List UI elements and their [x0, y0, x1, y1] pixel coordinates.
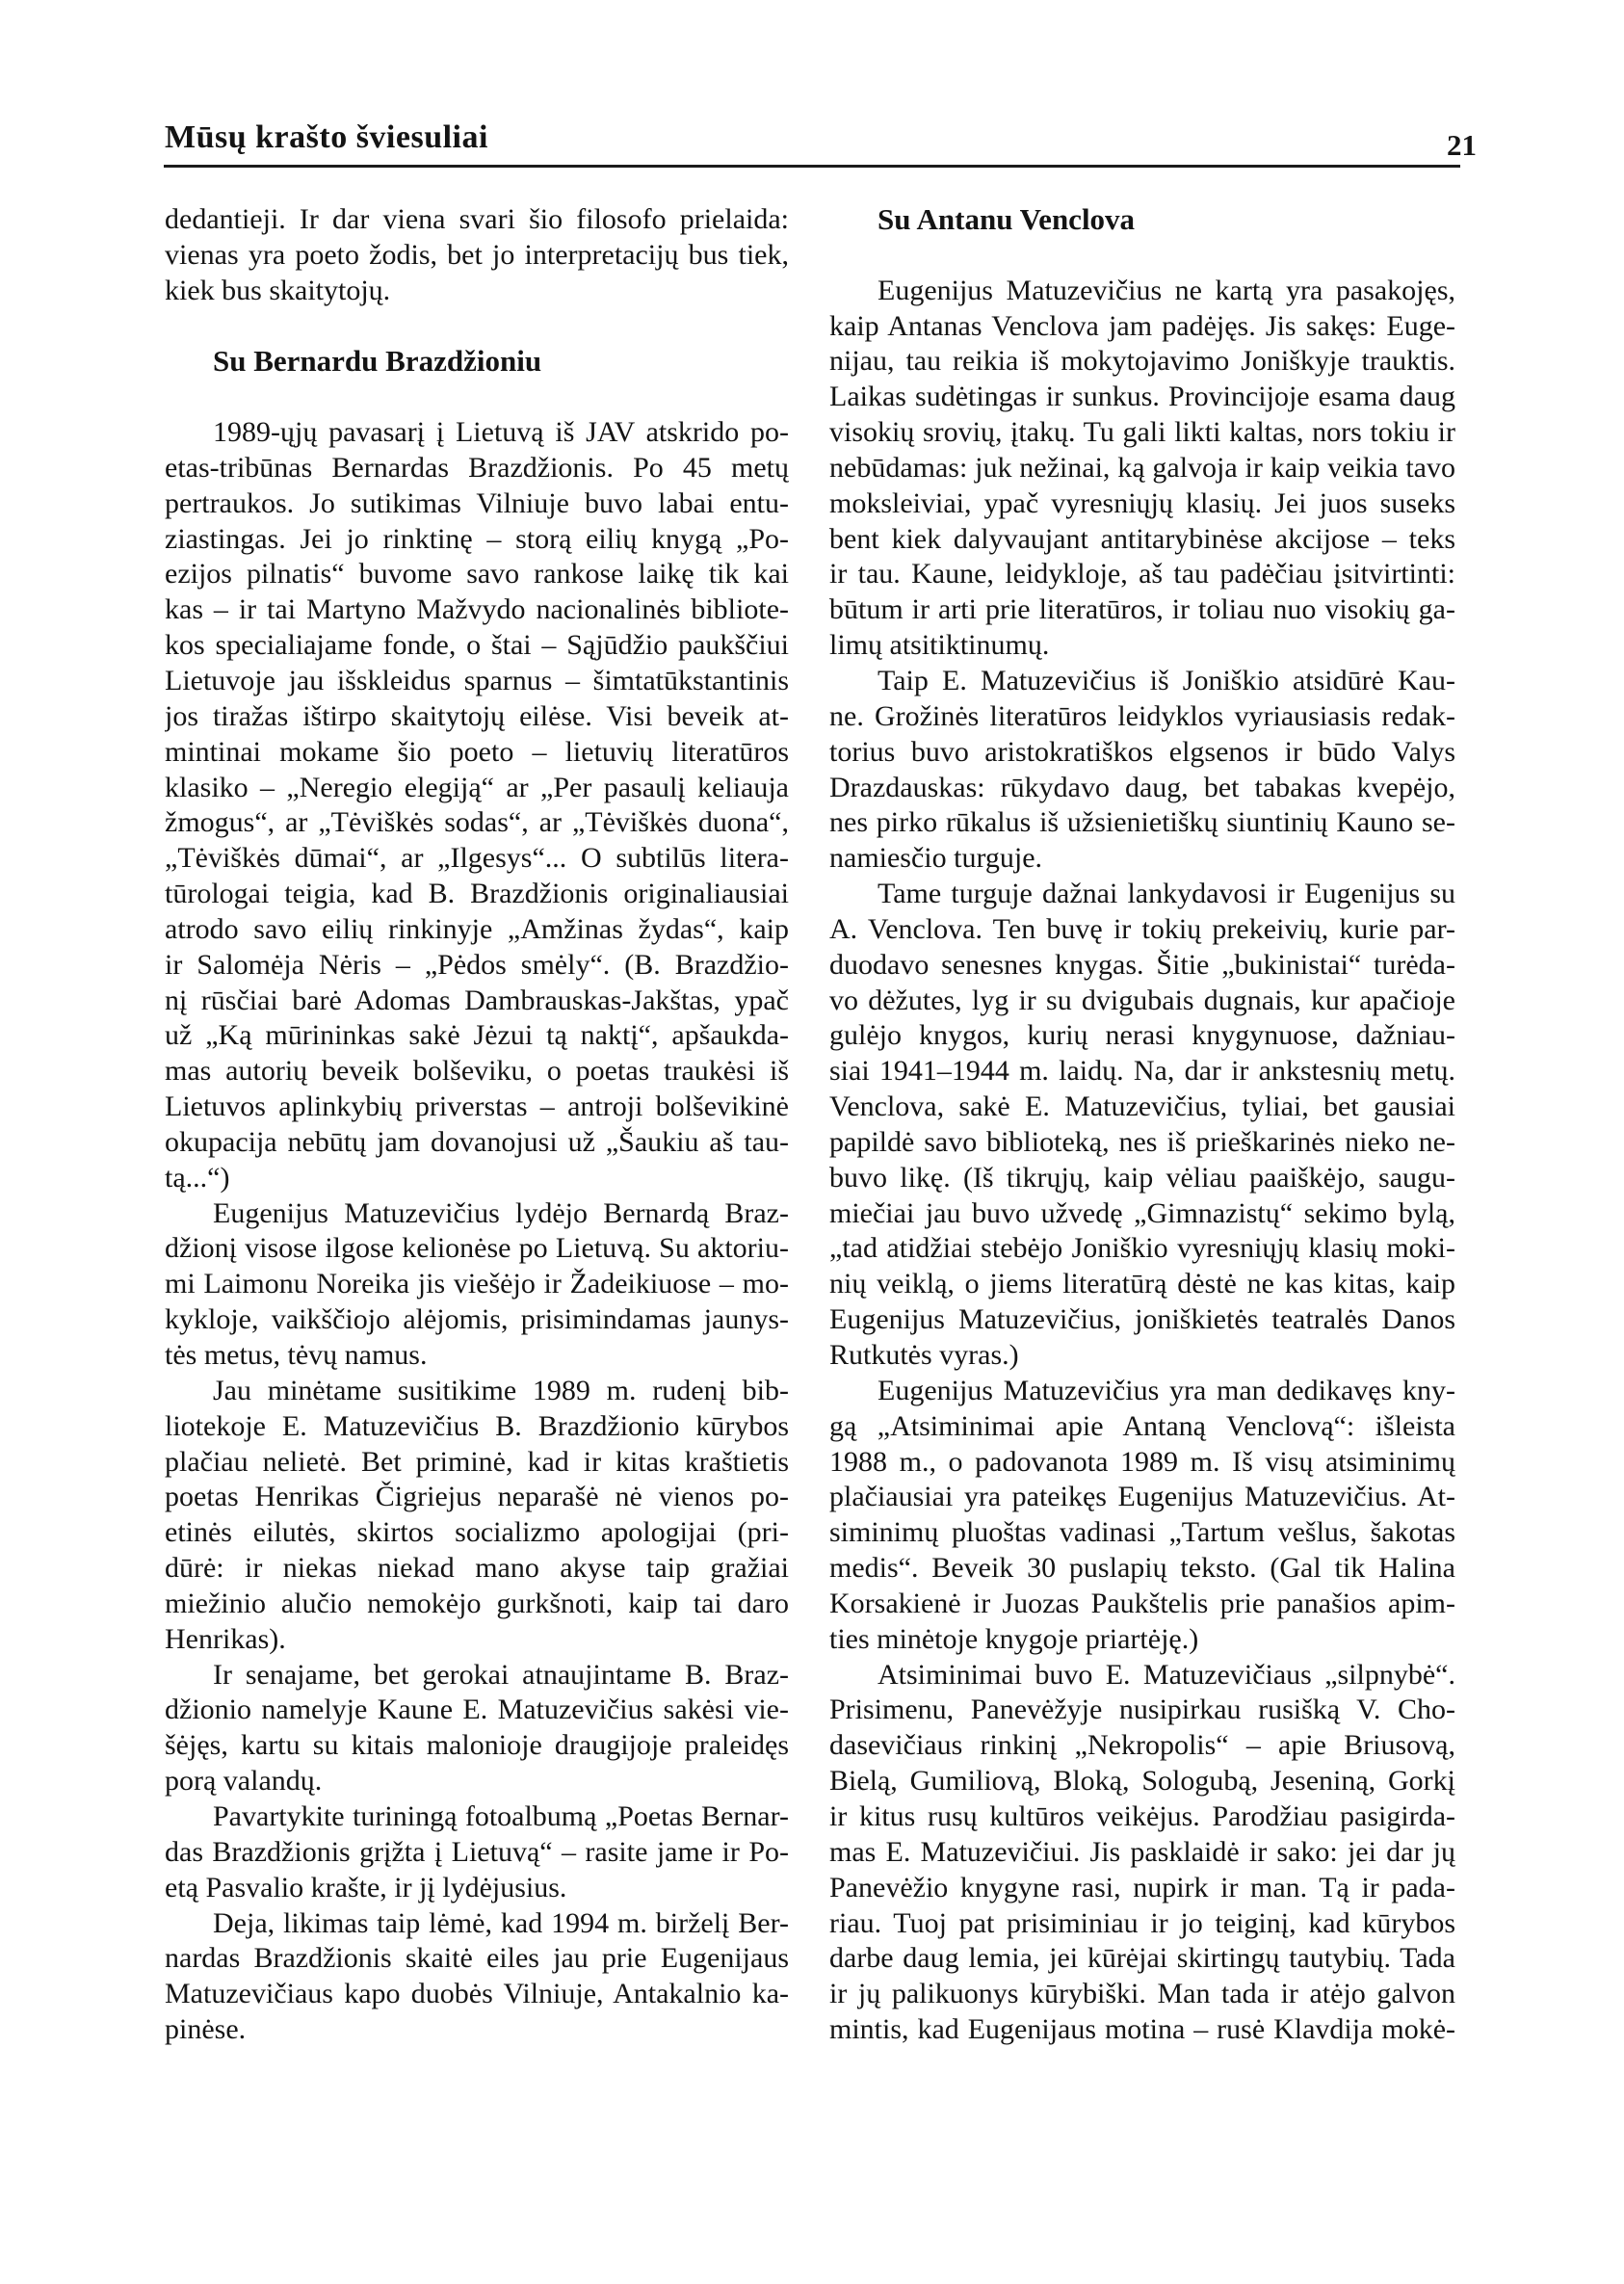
text-line: džionį visose ilgose kelionėse po Lietuvą. Su aktoriu- [165, 1232, 789, 1265]
paragraph [829, 1374, 1455, 1658]
text-line: pertraukos. Jo sutikimas Vilniuje buvo labai entu- [165, 486, 789, 519]
text-line: Henrikas). [165, 1622, 286, 1655]
text-line: visokių srovių, įtakų. Tu gali likti kaltas, nors tokiu ir [829, 416, 1455, 449]
text-line: Bielą, Gumiliovą, Bloką, Sologubą, Jeseniną, Gorkį [829, 1765, 1455, 1798]
page-number: 21 [1447, 128, 1477, 162]
text-line: už „Ką mūrininkas sakė Jėzui tą naktį“, apšaukda- [165, 1019, 789, 1052]
text-line: Eugenijus Matuzevičius, joniškietės teatralės Danos [829, 1303, 1455, 1336]
text-line: nių veiklą, o jiems literatūrą dėstė ne kas kitas, kaip [829, 1268, 1455, 1300]
text-line: Venclova, sakė E. Matuzevičius, tyliai, bet gausiai [829, 1090, 1455, 1123]
section-heading: Su Antanu Venclova [877, 202, 1136, 236]
text-line: Drazdauskas: rūkydavo daug, bet tabakas kvepėjo, [829, 771, 1455, 803]
text-line: liotekoje E. Matuzevičius B. Brazdžionio kūrybos [165, 1409, 789, 1442]
text-line: atrodo savo eilių rinkinyje „Amžinas žydas“, kaip [165, 912, 789, 945]
paragraph [165, 202, 789, 309]
text-line: nardas Brazdžionis skaitė eiles jau prie Eugenijaus [165, 1942, 789, 1975]
text-line: 1988 m., o padovanota 1989 m. Iš visų atsiminimų [829, 1445, 1455, 1478]
text-line: nes pirko rūkalus iš užsienietiškų siuntinių Kauno se- [829, 806, 1455, 839]
right-column [829, 202, 1455, 2048]
text-line: Eugenijus Matuzevičius yra man dedikavęs kny- [877, 1374, 1455, 1406]
text-line: das Brazdžionis grįžta į Lietuvą“ – rasite jame ir Po- [165, 1835, 789, 1868]
text-line: miečiai jau buvo užvedę „Gimnazistų“ sekimo bylą, [829, 1196, 1455, 1229]
text-line: mintinai mokame šio poeto – lietuvių literatūros [165, 735, 789, 768]
text-line: kos specialiajame fonde, o štai – Sąjūdžio paukščiui [165, 629, 789, 662]
text-line: nebūdamas: juk nežinai, ką galvoja ir kaip veikia tavo [829, 451, 1455, 484]
text-line: papildė savo biblioteką, nes iš prieškarinės nieko ne- [829, 1125, 1455, 1158]
text-line: žmogus“, ar „Tėviškės sodas“, ar „Tėviškės duona“, [165, 806, 789, 839]
text-line: dasevičiaus rinkinį „Nekropolis“ – apie Briusovą, [829, 1729, 1455, 1762]
text-line: plačiau nelietė. Bet priminė, kad ir kitas kraštietis [165, 1445, 789, 1478]
paragraph [165, 1374, 789, 1658]
text-line: Jau minėtame susitikime 1989 m. rudenį bib- [213, 1374, 789, 1406]
text-line: nį rūsčiai barė Adomas Dambrauskas-Jakštas, ypač [165, 984, 789, 1016]
paragraph [165, 415, 789, 1196]
text-line: kaip Antanas Venclova jam padėjęs. Jis sakęs: Euge- [829, 309, 1455, 342]
paragraph [829, 877, 1455, 1374]
text-line: būtum ir arti prie literatūros, ir toliau nuo visokių ga- [829, 593, 1455, 626]
text-line: kiek bus skaitytojų. [165, 274, 391, 306]
text-line: siminimų pluoštas vadinasi „Tartum vešlus, šakotas [829, 1516, 1455, 1549]
text-line: Deja, likimas taip lėmė, kad 1994 m. birželį Ber- [213, 1906, 789, 1939]
text-line: etinės eilutės, skirtos socializmo apologijai (pri- [165, 1516, 789, 1549]
text-line: ezijos pilnatis“ buvome savo rankose laikę tik kai [165, 558, 789, 591]
text-line: 1989-ųjų pavasarį į Lietuvą iš JAV atskrido po- [213, 416, 789, 449]
paragraph [165, 1906, 789, 2048]
text-line: šėjęs, kartu su kitais malonioje draugijoje praleidęs [165, 1729, 789, 1762]
text-line: kas – ir tai Martyno Mažvydo nacionalinės bibliote- [165, 593, 789, 626]
text-line: pinėse. [165, 2013, 247, 2046]
text-line: Pavartykite turiningą fotoalbumą „Poetas Bernar- [213, 1799, 789, 1832]
text-line: Laikas sudėtingas ir sunkus. Provincijoje esama daug [829, 381, 1455, 413]
text-line: ir jų palikuonys kūrybiški. Man tada ir atėjo galvon [829, 1978, 1455, 2010]
text-line: tės metus, tėvų namus. [165, 1339, 428, 1371]
text-line: ziastingas. Jei jo rinktinę – storą eilių knygą „Po- [165, 522, 789, 555]
text-line: dedantieji. Ir dar viena svari šio filosofo prielaida: [165, 203, 789, 235]
text-line: dūrė: ir niekas niekad mano akyse taip gražiai [165, 1552, 789, 1585]
paragraph [829, 1658, 1455, 2048]
text-line: mas autorių beveik bolševiku, o poetas traukėsi iš [165, 1055, 789, 1088]
paragraph [165, 1799, 789, 1906]
text-line: Ir senajame, bet gerokai atnaujintame B. Braz- [213, 1658, 789, 1691]
text-line: Tame turguje dažnai lankydavosi ir Eugenijus su [877, 878, 1455, 910]
text-line: Lietuvoje jau išskleidus sparnus – šimtatūkstantinis [165, 664, 789, 696]
text-line: džionio namelyje Kaune E. Matuzevičius sakėsi vie- [165, 1693, 789, 1726]
text-line: vienas yra poeto žodis, bet jo interpretacijų bus tiek, [165, 238, 789, 271]
paragraph [165, 1196, 789, 1374]
text-line: poetas Henrikas Čigriejus neparašė nė vienos po- [165, 1481, 789, 1513]
running-header-title: Mūsų krašto šviesuliai [165, 119, 488, 155]
paragraph [829, 664, 1455, 877]
text-line: plačiausiai yra pateikęs Eugenijus Matuzevičius. At- [829, 1481, 1455, 1513]
text-line: vo dėžutes, lyg ir su dvigubais dugnais, kur apačioje [829, 984, 1455, 1016]
text-line: nijau, tau reikia iš mokytojavimo Joniškyje trauktis. [829, 345, 1455, 378]
running-header [165, 119, 1477, 162]
paragraph [829, 274, 1455, 664]
paragraph [165, 1658, 789, 1799]
text-line: ir tau. Kaune, leidykloje, aš tau padėčiau įsitvirtinti: [829, 558, 1455, 591]
text-line: klasiko – „Neregio elegiją“ ar „Per pasaulį keliauja [165, 771, 789, 803]
text-line: bent kiek dalyvaujant antitarybinėse akcijose – teks [829, 522, 1455, 555]
text-line: Korsakienė ir Juozas Paukštelis prie panašios apim- [829, 1587, 1455, 1619]
text-line: kykloje, vaikščiojo alėjomis, prisimindamas jaunys- [165, 1303, 789, 1336]
text-line: tą...“) [165, 1161, 230, 1194]
text-line: Prisimenu, Panevėžyje nusipirkau rusišką V. Cho- [829, 1693, 1455, 1726]
text-line: buvo likę. (Iš tikrųjų, kaip vėliau paaiškėjo, saugu- [829, 1161, 1455, 1194]
text-line: „tad atidžiai stebėjo Joniškio vyresniųjų klasių moki- [829, 1232, 1455, 1265]
text-line: Rutkutės vyras.) [829, 1339, 1019, 1371]
text-line: Eugenijus Matuzevičius lydėjo Bernardą Braz- [213, 1196, 789, 1229]
left-column [165, 202, 789, 2048]
text-line: jos tiražas ištirpo skaitytojų eilėse. Visi beveik at- [165, 699, 789, 732]
text-line: limų atsitiktinumų. [829, 629, 1050, 662]
text-line: ties minėtoje knygoje priartėję.) [829, 1622, 1199, 1655]
text-line: duodavo senesnes knygas. Šitie „bukinistai“ turėda- [829, 948, 1455, 981]
text-line: etą Pasvalio krašte, ir jį lydėjusius. [165, 1871, 567, 1903]
text-line: darbe daug lemia, jei kūrėjai skirtingų tautybių. Tada [829, 1942, 1455, 1975]
text-line: moksleiviai, ypač vyresniųjų klasių. Jei juos suseks [829, 486, 1455, 519]
text-line: Atsiminimai buvo E. Matuzevičiaus „silpnybė“. [877, 1658, 1455, 1691]
text-line: Taip E. Matuzevičius iš Joniškio atsidūrė Kau- [877, 664, 1455, 696]
text-line: ir kitus rusų kultūros veikėjus. Parodžiau pasigirda- [829, 1799, 1455, 1832]
text-line: miežinio alučio nemokėjo gurkšnoti, kaip tai daro [165, 1587, 789, 1619]
text-line: ne. Grožinės literatūros leidyklos vyriausiasis redak- [829, 699, 1455, 732]
text-line: Eugenijus Matuzevičius ne kartą yra pasakojęs, [877, 274, 1455, 306]
text-line: mas E. Matuzevičiui. Jis pasklaidė ir sako: jei dar jų [829, 1835, 1455, 1868]
text-line: Lietuvos aplinkybių priverstas – antroji bolševikinė [165, 1090, 789, 1123]
text-line: okupacija nebūtų jam dovanojusi už „Šaukiu aš tau- [165, 1125, 789, 1158]
text-line: torius buvo aristokratiškos elgsenos ir būdo Valys [829, 735, 1455, 768]
text-line: ir Salomėja Nėris – „Pėdos smėly“. (B. Brazdžio- [165, 948, 789, 981]
text-line: medis“. Beveik 30 puslapių teksto. (Gal tik Halina [829, 1552, 1455, 1585]
text-line: gą „Atsiminimai apie Antaną Venclovą“: išleista [829, 1409, 1455, 1442]
header-divider [164, 165, 1460, 168]
text-line: gulėjo knygos, kurių nerasi knygynuose, dažniau- [829, 1019, 1455, 1052]
section-heading: Su Bernardu Brazdžioniu [213, 344, 542, 379]
text-line: mi Laimonu Noreika jis viešėjo ir Žadeikiuose – mo- [165, 1268, 789, 1300]
text-line: porą valandų. [165, 1765, 323, 1798]
text-line: Matuzevičiaus kapo duobės Vilniuje, Antakalnio ka- [165, 1978, 789, 2010]
text-line: mintis, kad Eugenijaus motina – rusė Klavdija mokė- [829, 2013, 1455, 2046]
text-line: namiesčio turguje. [829, 842, 1043, 875]
text-line: etas-tribūnas Bernardas Brazdžionis. Po 45 metų [165, 451, 789, 484]
text-line: Panevėžio knygyne rasi, nupirk ir man. Tą ir pada- [829, 1871, 1455, 1903]
text-line: „Tėviškės dūmai“, ar „Ilgesys“... O subtilūs litera- [165, 842, 789, 875]
text-line: A. Venclova. Ten buvę ir tokių prekeivių, kurie par- [829, 912, 1455, 945]
text-line: siai 1941–1944 m. laidų. Na, dar ir ankstesnių metų. [829, 1055, 1455, 1088]
text-line: riau. Tuoj pat prisiminiau ir jo teiginį, kad kūrybos [829, 1906, 1455, 1939]
text-line: tūrologai teigia, kad B. Brazdžionis originaliausiai [165, 878, 789, 910]
